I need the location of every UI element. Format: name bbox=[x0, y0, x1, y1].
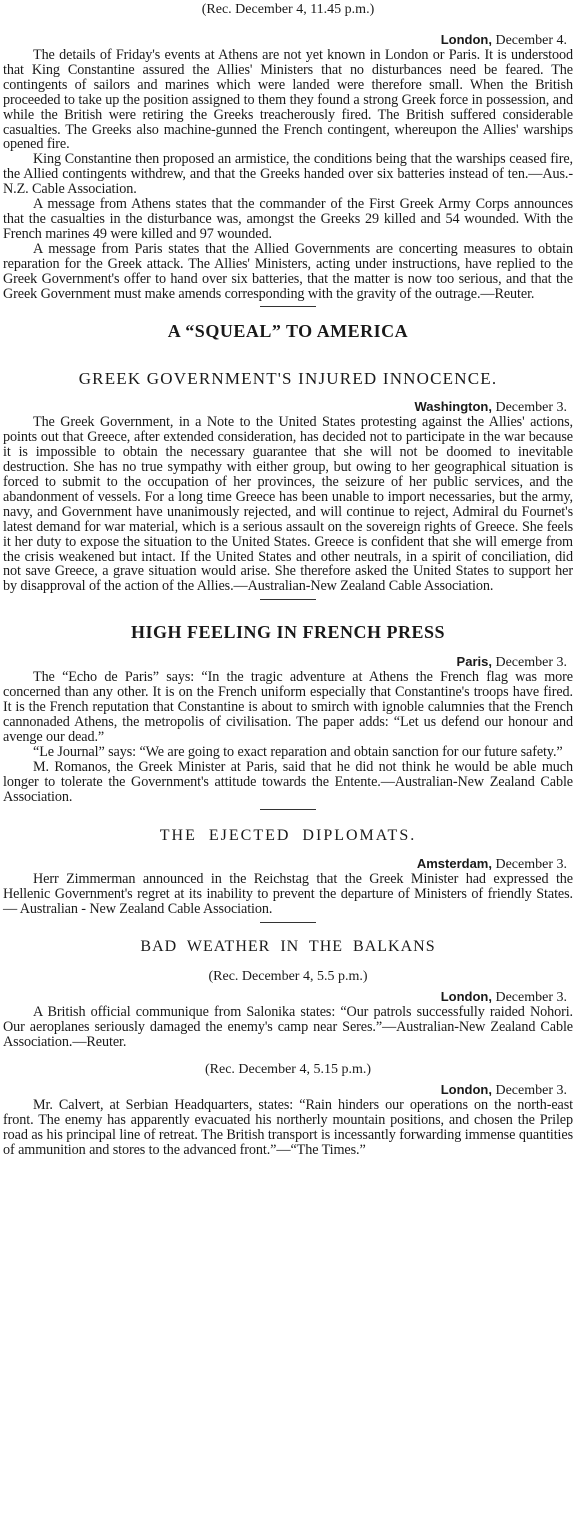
paragraph: A British official communique from Salonika states: “Our patrols successfully raided Nohori. Our aeroplanes seriously damaged the enemy's camp near Seres.”—Australian-New Zealand Cable Association.—Reuter. bbox=[3, 1004, 573, 1050]
headline: HIGH FEELING IN FRENCH PRESS bbox=[130, 622, 446, 643]
paragraph: “Le Journal” says: “We are going to exact reparation and obtain sanction for our future safety.” bbox=[33, 743, 563, 760]
article-athens-events bbox=[3, 2, 573, 307]
dateline-city: Paris, bbox=[456, 654, 492, 670]
article-ejected-diplomats bbox=[3, 826, 573, 923]
newspaper-page bbox=[0, 2, 576, 1539]
dateline-date: December 3. bbox=[495, 990, 567, 1006]
paragraph: M. Romanos, the Greek Minister at Paris, said that he did not think he would be able much longer to tolerate the Government's attitude towards the Entente.—Australian-New Zealand Cable Association. bbox=[3, 758, 573, 805]
headline: A “SQUEAL” TO AMERICA bbox=[167, 321, 409, 342]
headline: BAD WEATHER IN THE BALKANS bbox=[140, 938, 436, 956]
received-time: (Rec. December 4, 5.5 p.m.) bbox=[208, 969, 368, 985]
dateline-city: Amsterdam, bbox=[416, 856, 492, 872]
section-divider bbox=[260, 809, 316, 810]
paragraph: Herr Zimmerman announced in the Reichstag that the Greek Minister had expressed the Hellenic Government's regret at its inability to prevent the departure of Ministers of friendly States. — Australian - New Zealand Cable Association. bbox=[3, 871, 573, 918]
received-time: (Rec. December 4, 11.45 p.m.) bbox=[201, 2, 375, 17]
dateline-date: December 3. bbox=[495, 655, 567, 671]
paragraph: Mr. Calvert, at Serbian Headquarters, states: “Rain hinders our operations on the north-east front. The enemy has apparently evacuated his northerly mountain positions, and chosen the Prilep road as his principal line of retreat. The British transport is incessantly forwarding immense quantities of ammunition and stores to the advanced front.”—“The Times.” bbox=[3, 1096, 573, 1158]
dateline-date: December 3. bbox=[495, 857, 567, 873]
subheadline: GREEK GOVERNMENT'S INJURED INNOCENCE. bbox=[78, 369, 498, 389]
dateline-city: Washington, bbox=[414, 399, 492, 415]
dateline-date: December 3. bbox=[495, 1082, 567, 1098]
dateline-city: London, bbox=[440, 32, 492, 47]
dateline-date: December 3. bbox=[495, 400, 567, 416]
dateline bbox=[3, 856, 573, 872]
paragraph: King Constantine then proposed an armistice, the conditions being that the warships ceased fire, the Allied contingents withdrew, and that the Greeks handed over six batteries instead of ten.—Aus.-N.Z. Cable Association. bbox=[3, 151, 573, 198]
dateline bbox=[3, 654, 573, 670]
article-balkans-weather bbox=[3, 937, 573, 1157]
paragraph: A message from Athens states that the commander of the First Greek Army Corps announces that the casualties in the disturbance was, amongst the Greeks 29 killed and 54 wounded. With the French marines 49 were killed and 97 wounded. bbox=[3, 196, 573, 242]
dateline bbox=[3, 989, 573, 1005]
paragraph: The Greek Government, in a Note to the United States protesting against the Allies' actions, points out that Greece, after extended consideration, has decided not to participate in the war because it is impossible to obtain the necessary guarantee that she will not be doomed to inevitable destruction. She has no true sympathy with either group, but owing to her geographical situation is forced to submit to the occupation of her provinces, the seizure of her public services, and the abandonment of vessels. For a long time Greece has been unable to import necessaries, but the army, navy, and Government have unanimously rejected, and will continue to reject, Admiral du Fournet's latest demand for war material, which is a serious assault on the sovereign rights of Greece. She feels it her duty to expose the situation to the United States. Greece is confident that she will emerge from the crisis weakened but intact. If the United States and other neutrals, in a spirit of conciliation, did not save Greece, a grave situation would arise. She therefore asked the United States to support her by disapproval of the action of the Allies.—Australian-New Zealand Cable Association. bbox=[3, 414, 573, 595]
paragraph: The details of Friday's events at Athens are not yet known in London or Paris. It is understood that King Constantine assured the Allies' Ministers that no disturbances need be feared. The contingents of sailors and marines which were landed were therefore small. When the British proceeded to take up the position assigned to them they found a strong Greek force in possession, and while the British were retiring the Greeks treacherously fired. The British suffered considerable casualties. The Greeks also machine-gunned the French contingent, whereupon the Allies' warships opened fire. bbox=[3, 47, 573, 153]
article-squeal-to-america bbox=[3, 321, 573, 600]
received-time: (Rec. December 4, 5.15 p.m.) bbox=[205, 1061, 371, 1077]
dateline bbox=[3, 1082, 573, 1098]
dateline-city: London, bbox=[440, 1081, 492, 1097]
dateline bbox=[3, 399, 573, 415]
dateline bbox=[3, 32, 573, 48]
article-french-press bbox=[3, 622, 573, 810]
section-divider bbox=[260, 922, 316, 923]
section-divider bbox=[260, 306, 316, 307]
paragraph: A message from Paris states that the Allied Governments are concerting measures to obtain reparation for the Greek attack. The Allies' Ministers, acting under instructions, have replied to the Greek Government's offer to hand over six batteries, that the matter is now too serious, and that the Greek Government must make amends corresponding with the gravity of the outrage.—Reuter. bbox=[3, 240, 573, 302]
dateline-date: December 4. bbox=[495, 33, 567, 48]
dateline-city: London, bbox=[440, 989, 492, 1005]
section-divider bbox=[260, 599, 316, 600]
headline: THE EJECTED DIPLOMATS. bbox=[159, 827, 417, 845]
paragraph: The “Echo de Paris” says: “In the tragic adventure at Athens the French flag was more concerned than any other. It is on the French uniform especially that Constantine's troops have fired. It is the French reputation that Constantine is about to smirch with ignoble calumnies that the French cannonaded Athens, the metropolis of civilisation. The paper adds: “Let us defend our honour and avenge our dead.” bbox=[3, 669, 573, 745]
